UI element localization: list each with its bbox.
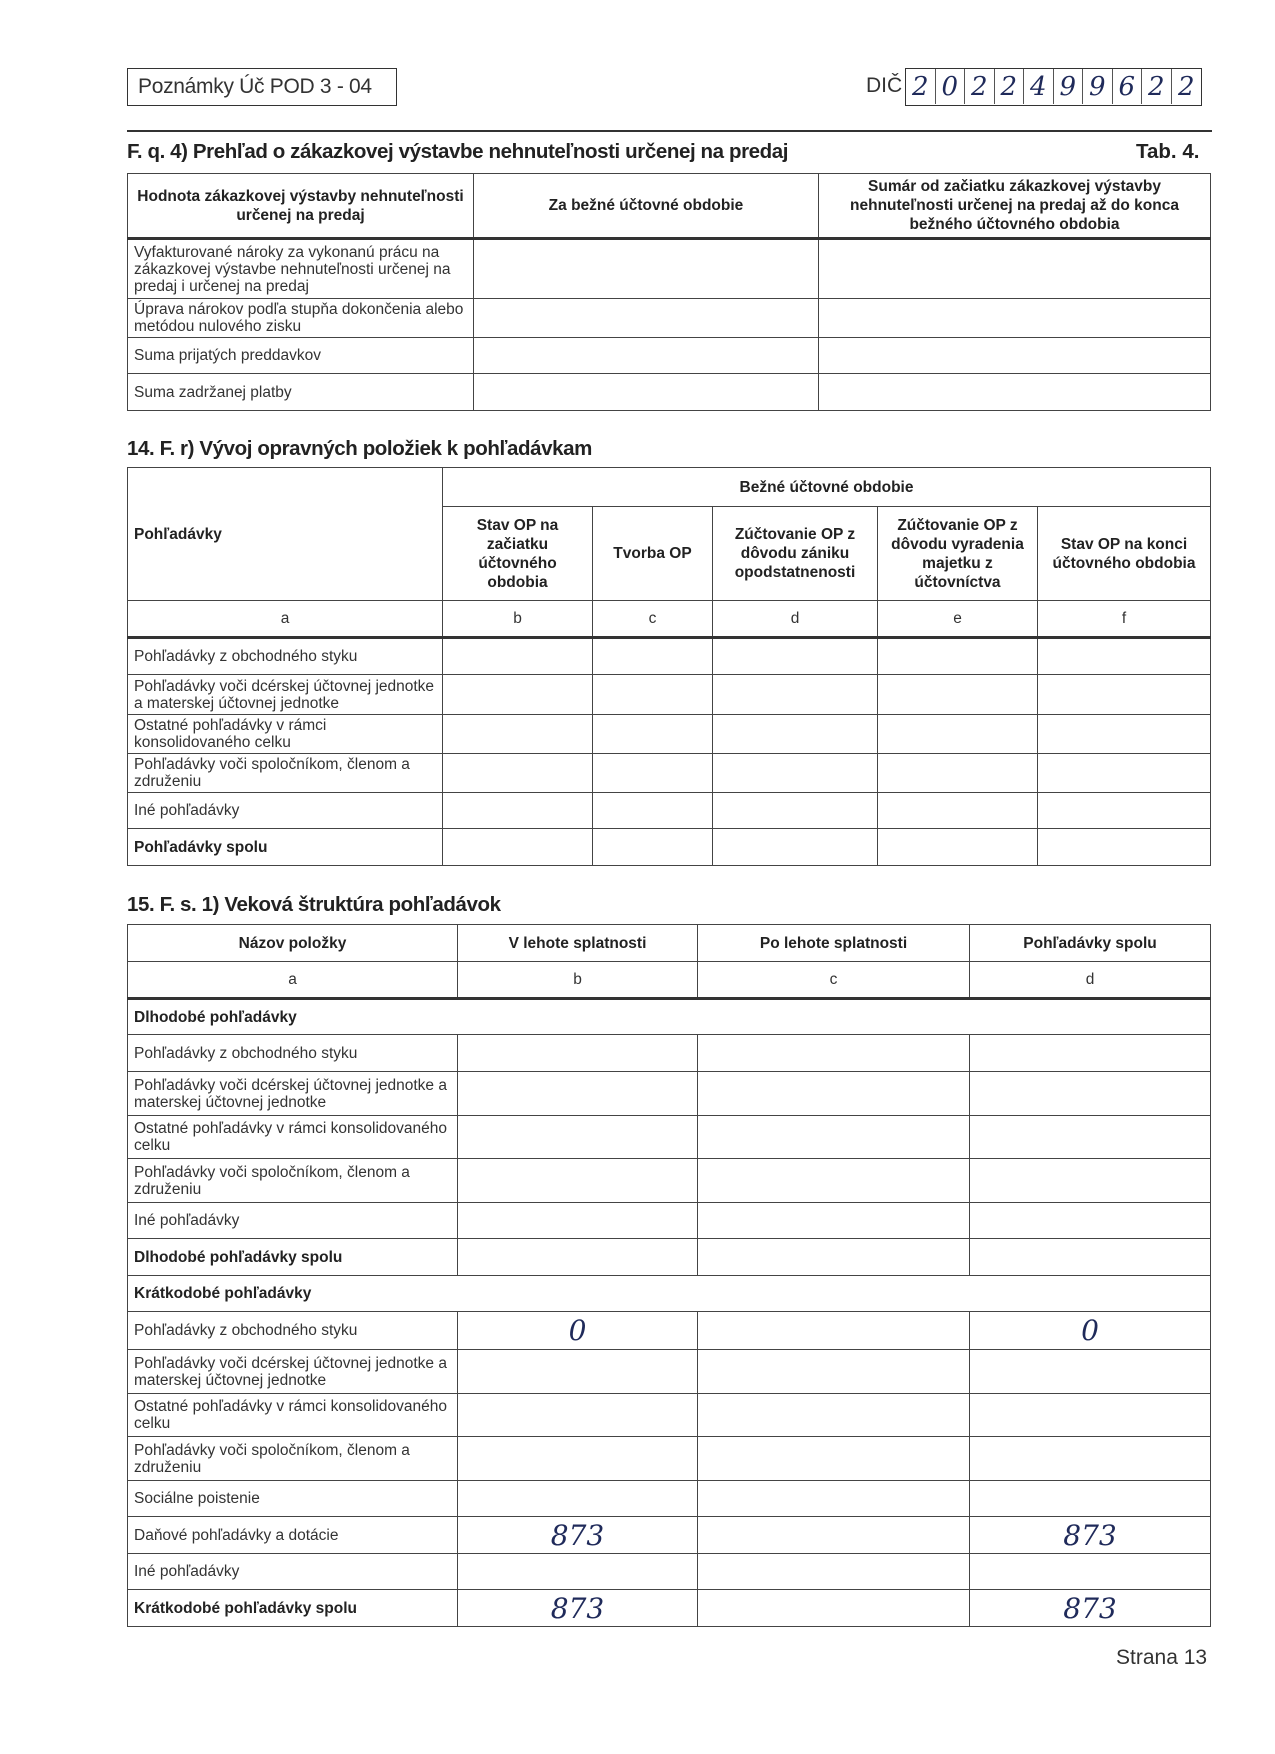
value-cell[interactable] xyxy=(819,299,1211,338)
value-cell[interactable] xyxy=(458,1437,698,1481)
row-label: Pohľadávky spolu xyxy=(128,829,443,866)
table-row xyxy=(128,1554,1211,1590)
value-cell[interactable] xyxy=(698,1072,970,1116)
table-row xyxy=(128,1481,1211,1517)
value-cell[interactable] xyxy=(593,754,713,793)
column-header: Hodnota zákazkovej výstavby nehnuteľnosti určenej na predaj xyxy=(128,174,474,239)
table-row xyxy=(128,675,1211,715)
value-cell[interactable] xyxy=(970,1554,1211,1590)
column-letter: e xyxy=(878,601,1038,638)
row-label: Ostatné pohľadávky v rámci konsolidovaného celku xyxy=(128,715,443,754)
value-cell[interactable]: 0 xyxy=(458,1312,698,1350)
table-row xyxy=(128,299,1211,338)
dic-digit[interactable]: 9 xyxy=(1083,69,1113,104)
value-cell[interactable] xyxy=(458,1159,698,1203)
form-label: Poznámky Úč POD 3 - 04 xyxy=(127,68,397,106)
column-header: Stav OP na konci účtovného obdobia xyxy=(1038,507,1211,601)
row-label: Pohľadávky voči spoločníkom, členom a združeniu xyxy=(128,1437,458,1481)
column-header: Stav OP na začiatku účtovného obdobia xyxy=(443,507,593,601)
table-row xyxy=(128,338,1211,374)
column-letter: a xyxy=(128,601,443,638)
table-row xyxy=(128,1203,1211,1239)
column-letter: d xyxy=(713,601,878,638)
value-cell[interactable] xyxy=(698,1481,970,1517)
value-cell[interactable] xyxy=(593,793,713,829)
row-label: Pohľadávky voči spoločníkom, členom a združeniu xyxy=(128,1159,458,1203)
value-cell[interactable] xyxy=(878,638,1038,675)
dic-digit[interactable]: 9 xyxy=(1054,69,1084,104)
table-row xyxy=(128,1116,1211,1159)
value-cell[interactable] xyxy=(593,715,713,754)
value-cell[interactable] xyxy=(443,793,593,829)
value-cell[interactable] xyxy=(698,1116,970,1159)
column-header: Za bežné účtovné obdobie xyxy=(474,174,819,239)
group-header-short-term: Krátkodobé pohľadávky xyxy=(128,1276,1211,1312)
row-label: Ostatné pohľadávky v rámci konsolidovaného celku xyxy=(128,1394,458,1437)
value-cell[interactable] xyxy=(443,675,593,715)
table-row xyxy=(128,638,1211,675)
value-cell[interactable]: 873 xyxy=(970,1517,1211,1554)
value-cell[interactable] xyxy=(698,1394,970,1437)
table-row xyxy=(128,374,1211,411)
value-cell[interactable] xyxy=(878,754,1038,793)
dic-digit[interactable]: 2 xyxy=(965,69,995,104)
value-cell[interactable] xyxy=(1038,675,1211,715)
table-15fs1 xyxy=(127,924,1211,1627)
value-cell[interactable] xyxy=(458,1203,698,1239)
column-header: Po lehote splatnosti xyxy=(698,925,970,962)
value-cell[interactable] xyxy=(819,374,1211,411)
value-cell[interactable] xyxy=(698,1517,970,1554)
column-letter: b xyxy=(458,962,698,999)
table-row xyxy=(128,715,1211,754)
row-label: Pohľadávky voči spoločníkom, členom a združeniu xyxy=(128,754,443,793)
value-cell[interactable] xyxy=(443,829,593,866)
value-cell[interactable] xyxy=(458,1554,698,1590)
dic-field[interactable] xyxy=(905,68,1202,106)
dic-digit[interactable]: 2 xyxy=(906,69,936,104)
row-label: Dlhodobé pohľadávky spolu xyxy=(128,1239,458,1276)
table-row xyxy=(128,1517,1211,1554)
value-cell[interactable] xyxy=(819,338,1211,374)
value-cell[interactable] xyxy=(443,754,593,793)
table-row-total xyxy=(128,829,1211,866)
value-cell[interactable] xyxy=(474,374,819,411)
value-cell[interactable] xyxy=(970,1437,1211,1481)
column-letter: c xyxy=(593,601,713,638)
value-cell[interactable] xyxy=(593,829,713,866)
table-row xyxy=(128,1035,1211,1072)
value-cell[interactable] xyxy=(878,793,1038,829)
table-row xyxy=(128,1350,1211,1394)
value-cell[interactable] xyxy=(713,754,878,793)
value-cell[interactable] xyxy=(698,1350,970,1394)
value-cell[interactable] xyxy=(819,239,1211,299)
value-cell[interactable] xyxy=(698,1203,970,1239)
column-letter: a xyxy=(128,962,458,999)
column-header: Sumár od začiatku zákazkovej výstavby nehnuteľnosti určenej na predaj až do konca bežného účtovného obdobia xyxy=(819,174,1211,239)
value-cell[interactable] xyxy=(474,299,819,338)
row-label: Iné pohľadávky xyxy=(128,1203,458,1239)
column-letter: d xyxy=(970,962,1211,999)
row-label: Úprava nárokov podľa stupňa dokončenia alebo metódou nulového zisku xyxy=(128,299,474,338)
row-label: Vyfakturované nároky za vykonanú prácu na zákazkovej výstavbe nehnuteľnosti určenej na predaj i určenej na predaj xyxy=(128,239,474,299)
value-cell[interactable] xyxy=(698,1312,970,1350)
value-cell[interactable] xyxy=(970,1116,1211,1159)
value-cell[interactable]: 0 xyxy=(970,1312,1211,1350)
row-label: Iné pohľadávky xyxy=(128,1554,458,1590)
table-row-total xyxy=(128,1590,1211,1627)
value-cell[interactable] xyxy=(698,1437,970,1481)
group-header: Bežné účtovné obdobie xyxy=(443,468,1211,507)
value-cell[interactable]: 873 xyxy=(970,1590,1211,1627)
value-cell[interactable] xyxy=(878,715,1038,754)
section-15fs1-title: 15. F. s. 1) Veková štruktúra pohľadávok xyxy=(127,893,501,916)
header-divider xyxy=(127,130,1212,132)
row-label: Pohľadávky z obchodného styku xyxy=(128,638,443,675)
tab-label: Tab. 4. xyxy=(1136,140,1200,163)
group-header-long-term: Dlhodobé pohľadávky xyxy=(128,999,1211,1035)
value-cell[interactable] xyxy=(443,715,593,754)
value-cell[interactable] xyxy=(698,1159,970,1203)
value-cell[interactable] xyxy=(698,1035,970,1072)
value-cell[interactable] xyxy=(713,829,878,866)
value-cell[interactable] xyxy=(713,715,878,754)
value-cell[interactable] xyxy=(1038,638,1211,675)
column-letter: f xyxy=(1038,601,1211,638)
value-cell[interactable] xyxy=(458,1394,698,1437)
value-cell[interactable] xyxy=(698,1590,970,1627)
column-header: Názov položky xyxy=(128,925,458,962)
row-label: Iné pohľadávky xyxy=(128,793,443,829)
value-cell[interactable] xyxy=(713,638,878,675)
value-cell[interactable] xyxy=(878,829,1038,866)
value-cell[interactable] xyxy=(458,1116,698,1159)
column-letter: c xyxy=(698,962,970,999)
dic-digit[interactable]: 6 xyxy=(1113,69,1143,104)
value-cell[interactable] xyxy=(458,1035,698,1072)
table-fq4 xyxy=(127,173,1211,411)
row-header: Pohľadávky xyxy=(128,468,443,601)
value-cell[interactable] xyxy=(970,1203,1211,1239)
column-header: V lehote splatnosti xyxy=(458,925,698,962)
table-row xyxy=(128,1394,1211,1437)
value-cell[interactable] xyxy=(1038,754,1211,793)
value-cell[interactable] xyxy=(970,1035,1211,1072)
row-label: Pohľadávky z obchodného styku xyxy=(128,1312,458,1350)
row-label: Ostatné pohľadávky v rámci konsolidovaného celku xyxy=(128,1116,458,1159)
row-label: Suma prijatých preddavkov xyxy=(128,338,474,374)
value-cell[interactable] xyxy=(1038,829,1211,866)
value-cell[interactable] xyxy=(443,638,593,675)
value-cell[interactable] xyxy=(593,638,713,675)
value-cell[interactable] xyxy=(970,1159,1211,1203)
value-cell[interactable] xyxy=(1038,793,1211,829)
dic-label: DIČ xyxy=(866,74,903,97)
value-cell[interactable] xyxy=(474,239,819,299)
value-cell[interactable] xyxy=(970,1394,1211,1437)
value-cell[interactable] xyxy=(878,675,1038,715)
value-cell[interactable] xyxy=(474,338,819,374)
section-fq4-title: F. q. 4) Prehľad o zákazkovej výstavbe nehnuteľnosti určenej na predaj xyxy=(127,140,789,163)
column-header: Pohľadávky spolu xyxy=(970,925,1211,962)
value-cell[interactable] xyxy=(713,793,878,829)
table-row xyxy=(128,793,1211,829)
dic-digit[interactable]: 2 xyxy=(1142,69,1172,104)
table-row-total xyxy=(128,1239,1211,1276)
column-letter: b xyxy=(443,601,593,638)
table-row xyxy=(128,1437,1211,1481)
dic-digit[interactable]: 2 xyxy=(995,69,1025,104)
value-cell[interactable] xyxy=(593,675,713,715)
table-row xyxy=(128,1072,1211,1116)
value-cell[interactable] xyxy=(698,1239,970,1276)
column-header: Tvorba OP xyxy=(593,507,713,601)
value-cell[interactable] xyxy=(458,1239,698,1276)
dic-digit[interactable]: 4 xyxy=(1024,69,1054,104)
column-header: Zúčtovanie OP z dôvodu vyradenia majetku z účtovníctva xyxy=(878,507,1038,601)
table-14fr xyxy=(127,467,1211,866)
value-cell[interactable] xyxy=(970,1239,1211,1276)
row-label: Pohľadávky voči dcérskej účtovnej jednotke a materskej účtovnej jednotke xyxy=(128,1072,458,1116)
row-label: Pohľadávky voči dcérskej účtovnej jednotke a materskej účtovnej jednotke xyxy=(128,1350,458,1394)
value-cell[interactable] xyxy=(970,1350,1211,1394)
value-cell[interactable] xyxy=(970,1481,1211,1517)
section-14fr-title: 14. F. r) Vývoj opravných položiek k pohľadávkam xyxy=(127,437,592,460)
row-label: Pohľadávky z obchodného styku xyxy=(128,1035,458,1072)
dic-digit[interactable]: 2 xyxy=(1177,72,1195,102)
row-label: Krátkodobé pohľadávky spolu xyxy=(128,1590,458,1627)
value-cell[interactable] xyxy=(1038,715,1211,754)
dic-digit[interactable]: 0 xyxy=(936,69,966,104)
row-label: Sociálne poistenie xyxy=(128,1481,458,1517)
value-cell[interactable] xyxy=(713,675,878,715)
page-number: Strana 13 xyxy=(1116,1646,1208,1669)
value-cell[interactable] xyxy=(458,1350,698,1394)
table-row xyxy=(128,239,1211,299)
table-row xyxy=(128,1312,1211,1350)
row-label: Daňové pohľadávky a dotácie xyxy=(128,1517,458,1554)
value-cell[interactable] xyxy=(458,1481,698,1517)
value-cell[interactable]: 873 xyxy=(458,1590,698,1627)
row-label: Pohľadávky voči dcérskej účtovnej jednotke a materskej účtovnej jednotke xyxy=(128,675,443,715)
value-cell[interactable] xyxy=(698,1554,970,1590)
column-header: Zúčtovanie OP z dôvodu zániku opodstatnenosti xyxy=(713,507,878,601)
value-cell[interactable]: 873 xyxy=(458,1517,698,1554)
value-cell[interactable] xyxy=(970,1072,1211,1116)
table-row xyxy=(128,1159,1211,1203)
table-row xyxy=(128,754,1211,793)
value-cell[interactable] xyxy=(458,1072,698,1116)
row-label: Suma zadržanej platby xyxy=(128,374,474,411)
